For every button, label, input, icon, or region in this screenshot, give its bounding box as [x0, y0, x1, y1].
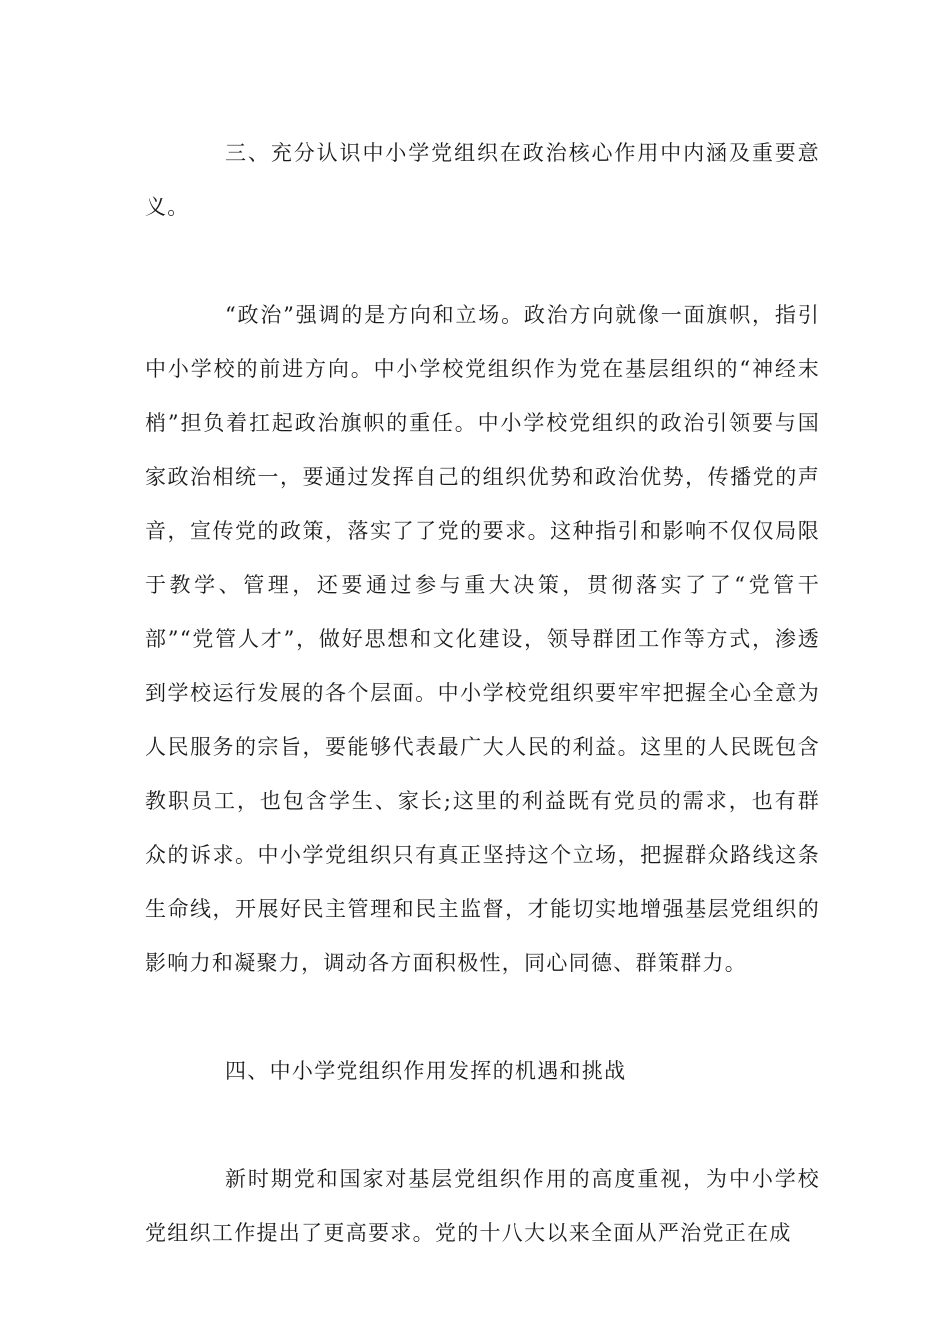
section-heading-3: 三、充分认识中小学党组织在政治核心作用中内涵及重要意义。	[145, 141, 820, 219]
body-paragraph-opportunities: 新时期党和国家对基层党组织作用的高度重视，为中小学校党组织工作提出了更高要求。党的十八大以来全面从严治党正在成	[145, 1167, 820, 1245]
section-heading-4: 四、中小学党组织作用发挥的机遇和挑战	[225, 1059, 627, 1083]
document-page	[145, 126, 820, 1260]
body-paragraph-politics: “政治”强调的是方向和立场。政治方向就像一面旗帜，指引中小学校的前进方向。中小学校党组织作为党在基层组织的“神经末梢”担负着扛起政治旗帜的重任。中小学校党组织的政治引领要与国家政治相统一，要通过发挥自己的组织优势和政治优势，传播党的声音，宣传党的政策，落实了了党的要求。这种指引和影响不仅仅局限于教学、管理，还要通过参与重大决策，贯彻落实了了“党管干部”“党管人才”，做好思想和文化建设，领导群团工作等方式，渗透到学校运行发展的各个层面。中小学校党组织要牢牢把握全心全意为人民服务的宗旨，要能够代表最广大人民的利益。这里的人民既包含教职员工，也包含学生、家长;这里的利益既有党员的需求，也有群众的诉求。中小学党组织只有真正坚持这个立场，把握群众路线这条生命线，开展好民主管理和民主监督，才能切实地增强基层党组织的影响力和凝聚力，调动各方面积极性，同心同德、群策群力。	[145, 303, 820, 975]
